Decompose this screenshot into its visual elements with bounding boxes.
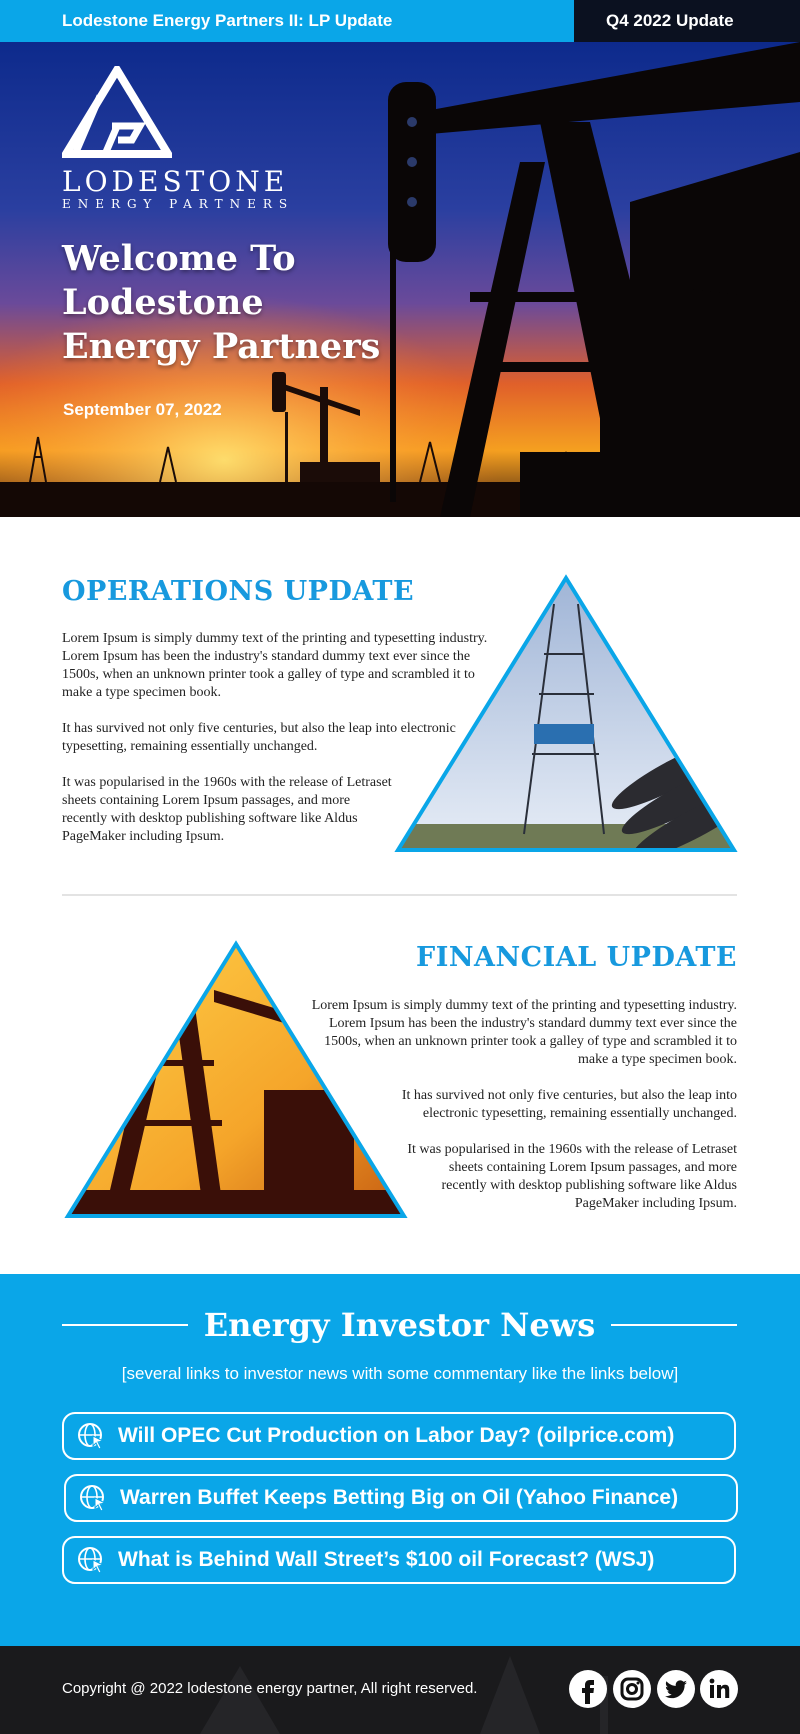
company-logo	[62, 66, 312, 211]
news-link-label: What is Behind Wall Street’s $100 oil Forecast? (WSJ)	[118, 1548, 655, 1571]
news-link-label: Warren Buffet Keeps Betting Big on Oil (Yahoo Finance)	[120, 1486, 679, 1509]
hero-date: September 07, 2022	[63, 400, 222, 419]
globe-cursor-icon	[76, 1545, 106, 1575]
news-link-opec[interactable]	[62, 1412, 736, 1460]
operations-paragraph: It was popularised in the 1960s with the release of Letraset sheets containing Lorem Ipsum passages, and more recently with desktop publishing software like Aldus PageMaker including Ipsum.	[62, 775, 392, 844]
hero-title	[62, 237, 422, 369]
news-title: Energy Investor News	[203, 1306, 596, 1344]
financial-body	[297, 997, 737, 1231]
facebook-icon	[569, 1670, 607, 1708]
footer	[0, 1646, 800, 1734]
hero-title-line: Energy Partners	[62, 326, 381, 367]
facebook-link[interactable]	[569, 1670, 607, 1708]
logo-subtitle: ENERGY PARTNERS	[62, 197, 295, 211]
twitter-icon	[657, 1670, 695, 1708]
hero-banner	[0, 42, 800, 517]
quarter-badge: Q4 2022 Update	[574, 0, 800, 42]
section-divider	[62, 894, 737, 896]
hero-title-line: Lodestone	[62, 282, 264, 323]
investor-news-section	[0, 1274, 800, 1646]
lodestone-logo-icon	[62, 66, 172, 158]
news-link-wsj[interactable]	[62, 1536, 736, 1584]
twitter-link[interactable]	[657, 1670, 695, 1708]
operations-title: OPERATIONS UPDATE	[62, 576, 415, 607]
news-link-buffett[interactable]	[64, 1474, 738, 1522]
footer-copyright: Copyright @ 2022 lodestone energy partner, All right reserved.	[62, 1680, 478, 1697]
news-title-rule	[62, 1324, 188, 1326]
top-bar	[0, 0, 800, 42]
news-title-row	[62, 1302, 737, 1348]
globe-cursor-icon	[76, 1421, 106, 1451]
financial-paragraph: Lorem Ipsum is simply dummy text of the printing and typesetting industry. Lorem Ipsum has been the industry's standard dummy text ever since the 1500s, when an unknown printer took a galley of type and scrambled it to make a type specimen book.	[311, 998, 737, 1067]
linkedin-link[interactable]	[700, 1670, 738, 1708]
globe-cursor-icon	[78, 1483, 108, 1513]
news-title-rule	[611, 1324, 737, 1326]
instagram-icon	[613, 1670, 651, 1708]
hero-title-line: Welcome To	[62, 238, 296, 279]
logo-wordmark: LODESTONE	[62, 165, 289, 198]
news-subtitle: [several links to investor news with some commentary like the links below]	[121, 1364, 679, 1383]
instagram-link[interactable]	[613, 1670, 651, 1708]
newsletter-title: Lodestone Energy Partners II: LP Update	[0, 0, 574, 42]
financial-paragraph: It has survived not only five centuries, but also the leap into electronic typesetting, remaining essentially unchanged.	[401, 1088, 737, 1121]
linkedin-icon	[700, 1670, 738, 1708]
operations-paragraph: It has survived not only five centuries, but also the leap into electronic typesetting, remaining essentially unchanged.	[62, 721, 456, 754]
operations-paragraph: Lorem Ipsum is simply dummy text of the printing and typesetting industry. Lorem Ipsum has been the industry's standard dummy text ever since the 1500s, when an unknown printer took a galley of type and scrambled it to make a type specimen book.	[62, 631, 488, 700]
financial-paragraph: It was popularised in the 1960s with the release of Letraset sheets containing Lorem Ipsum passages, and more recently with desktop publishing software like Aldus PageMaker including Ipsum.	[407, 1142, 737, 1211]
financial-title: FINANCIAL UPDATE	[416, 942, 737, 973]
news-link-label: Will OPEC Cut Production on Labor Day? (oilprice.com)	[118, 1424, 675, 1447]
drilling-rig-triangle-image	[394, 574, 738, 854]
